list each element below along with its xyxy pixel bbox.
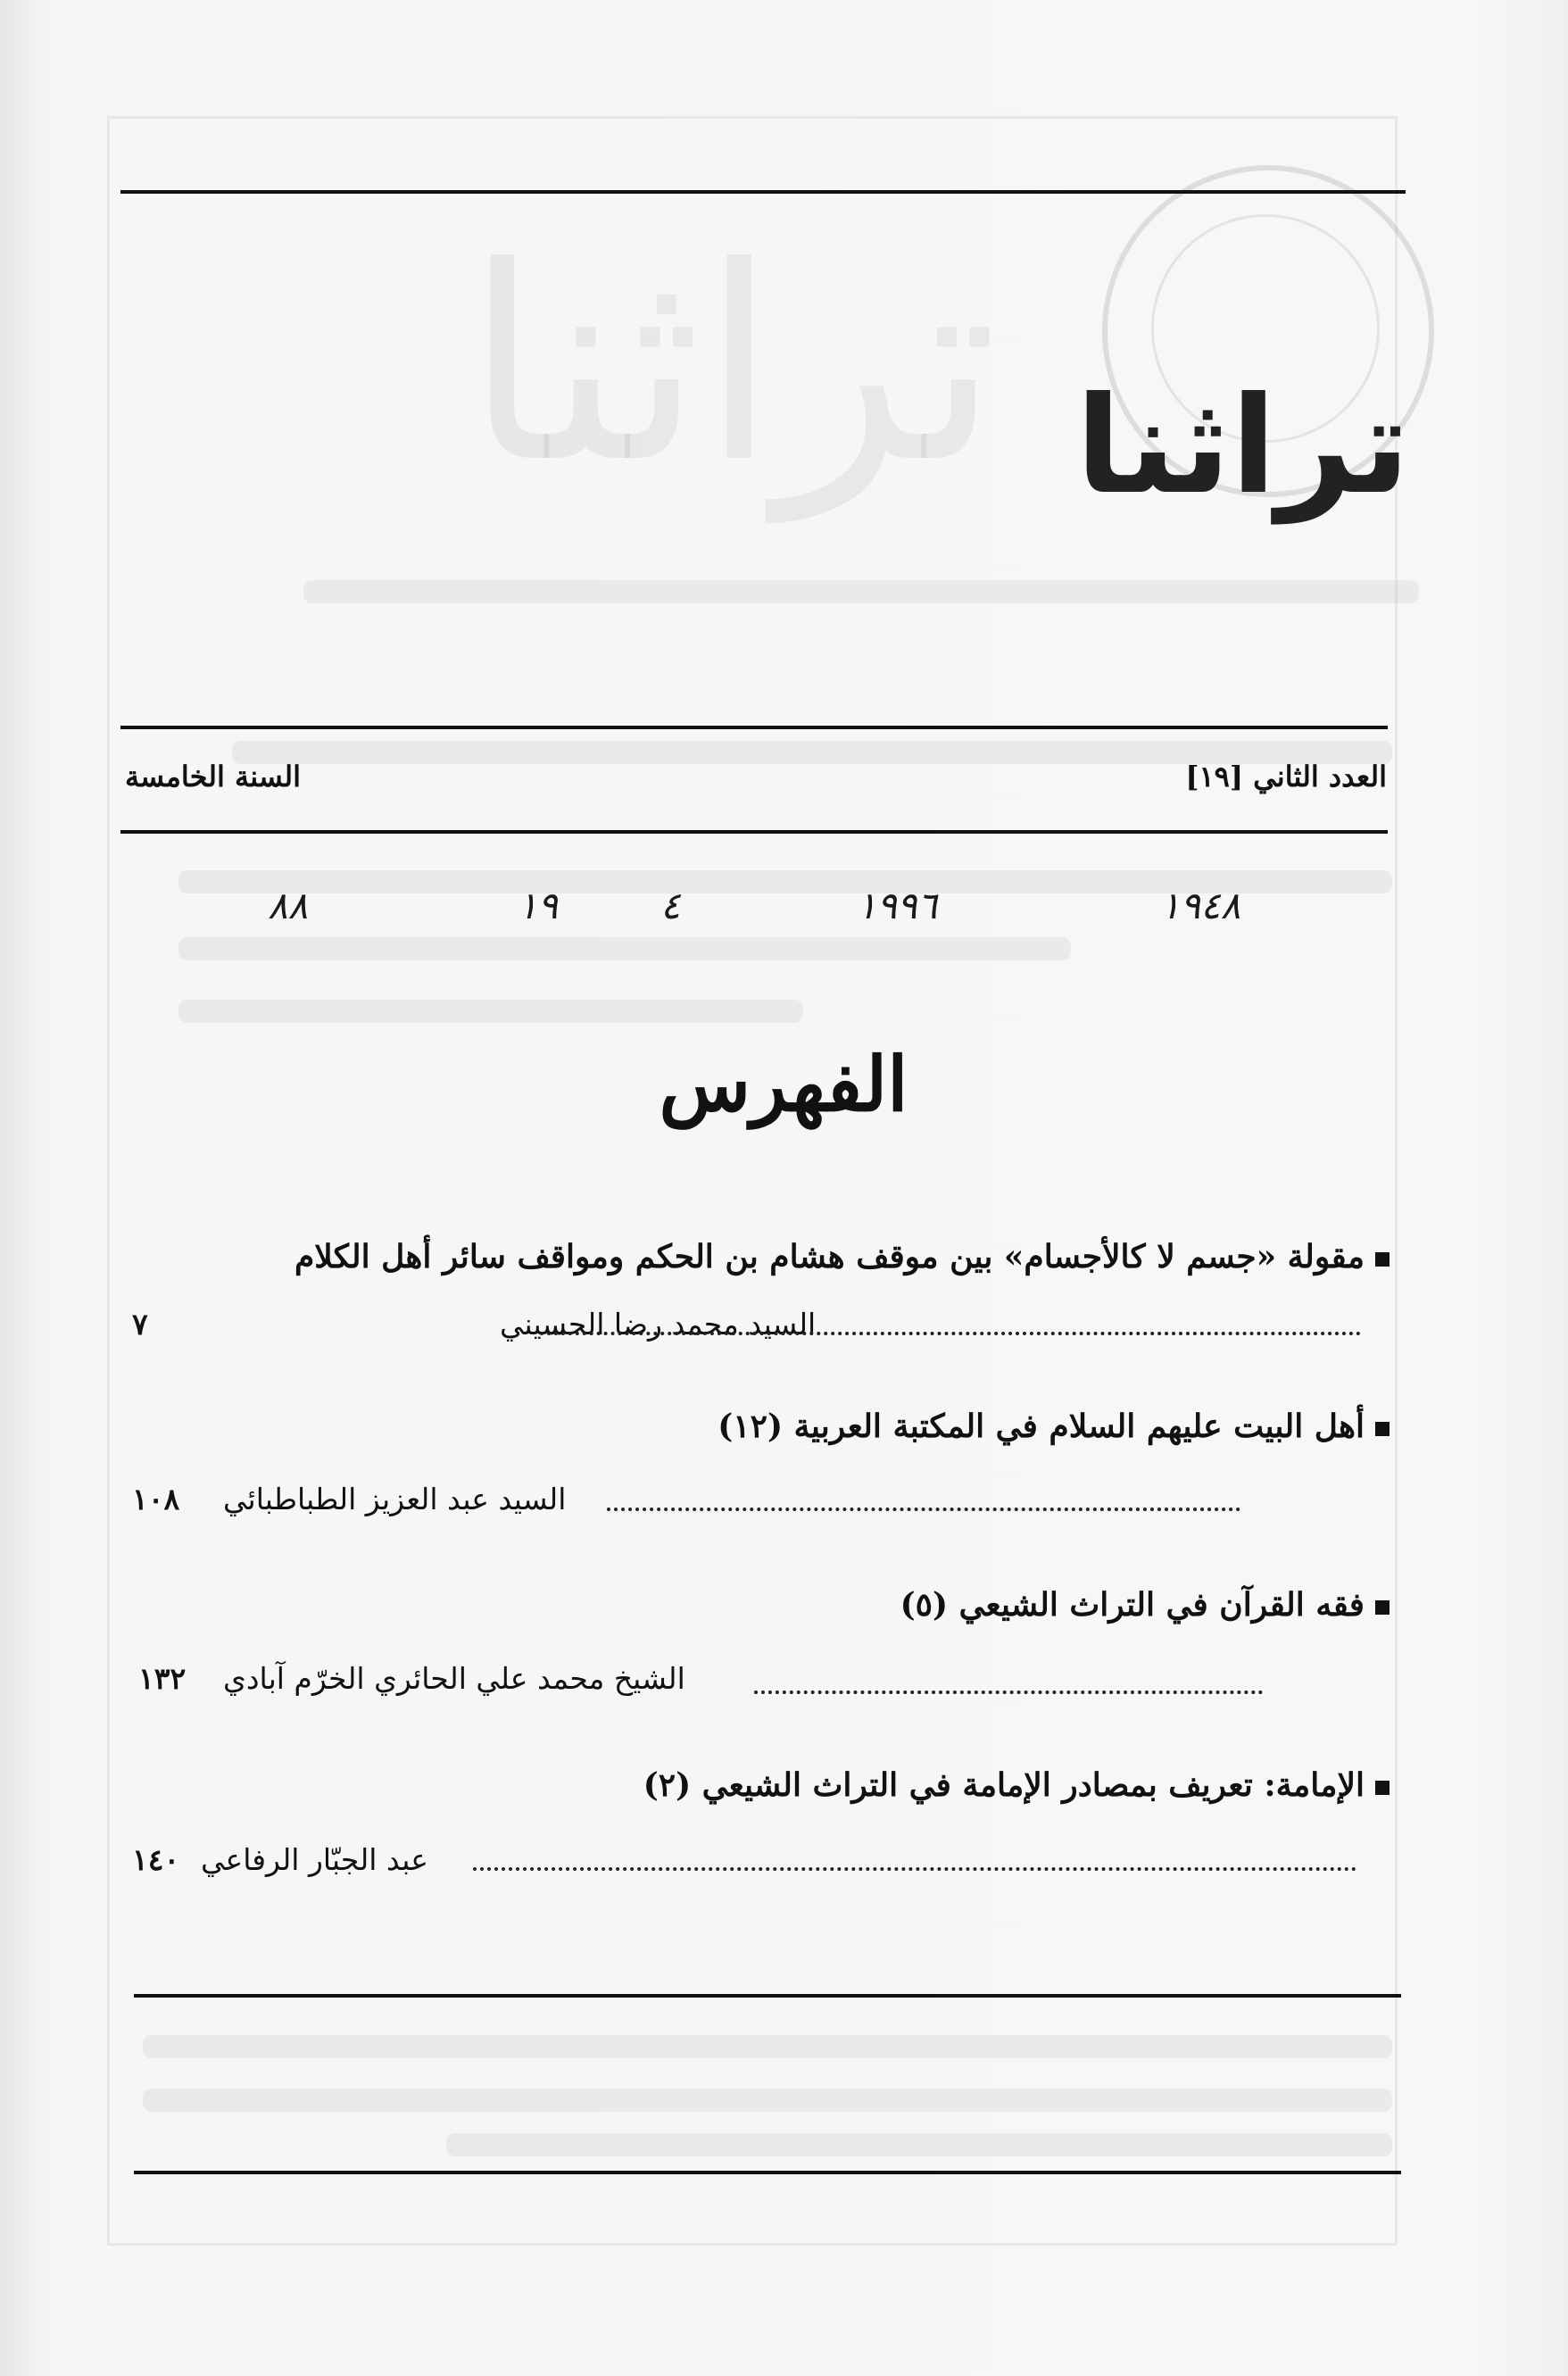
show-through-line bbox=[143, 2089, 1392, 2112]
magazine-masthead: تراثنا bbox=[1075, 369, 1410, 524]
toc-entry-author: عبد الجبّار الرفاعي bbox=[201, 1842, 428, 1877]
toc-entry-author: السيد عبد العزيز الطباطبائي bbox=[223, 1482, 567, 1516]
handwritten-note: ١٩ bbox=[518, 884, 559, 927]
bottom-rule-upper bbox=[134, 1994, 1401, 1998]
toc-heading: الفهرس bbox=[659, 1040, 908, 1128]
toc-entry-title bbox=[900, 1578, 1390, 1632]
toc-leader-dots bbox=[607, 1504, 1240, 1511]
toc-leader-dots bbox=[473, 1864, 1356, 1871]
show-through-line bbox=[178, 937, 1071, 960]
toc-entry-author: الشيخ محمد علي الحائري الخرّم آبادي bbox=[223, 1661, 685, 1696]
toc-leader-dots bbox=[754, 1687, 1263, 1694]
toc-entry-page: ١٤٠ bbox=[132, 1842, 180, 1877]
bullet-square-icon bbox=[1375, 1600, 1390, 1615]
top-rule bbox=[120, 190, 1406, 194]
toc-entry-page: ١٣٢ bbox=[138, 1661, 187, 1696]
toc-entry-page: ٧ bbox=[132, 1307, 148, 1342]
show-through-logo: تراثنا bbox=[465, 210, 999, 521]
toc-entry-page: ١٠٨ bbox=[132, 1482, 180, 1516]
bullet-square-icon bbox=[1375, 1422, 1390, 1436]
issue-bottom-rule bbox=[120, 830, 1388, 834]
handwritten-note: ٨٨ bbox=[268, 884, 309, 927]
show-through-line bbox=[303, 580, 1419, 603]
toc-entry-title-text: الإمامة: تعريف بمصادر الإمامة في التراث الشيعي (٢) bbox=[643, 1766, 1365, 1804]
show-through-line bbox=[446, 2133, 1392, 2156]
toc-entry-title bbox=[295, 1230, 1390, 1284]
toc-leader-dots bbox=[540, 1328, 1361, 1335]
handwritten-note: ١٩٤٨ bbox=[1160, 884, 1241, 927]
issue-top-rule bbox=[120, 726, 1388, 729]
issue-number: العدد الثاني [١٩] bbox=[1185, 760, 1387, 793]
show-through-line bbox=[178, 1000, 803, 1023]
toc-entry-title-text: فقه القرآن في التراث الشيعي (٥) bbox=[900, 1586, 1365, 1624]
toc-entry-title bbox=[718, 1400, 1390, 1453]
issue-year: السنة الخامسة bbox=[125, 760, 302, 793]
toc-entry-title bbox=[643, 1758, 1390, 1812]
bottom-rule-lower bbox=[134, 2171, 1401, 2174]
show-through-line bbox=[143, 2035, 1392, 2058]
bullet-square-icon bbox=[1375, 1252, 1390, 1267]
handwritten-note: ٤ bbox=[660, 884, 681, 927]
toc-entry-author: السيد محمد رضا الحسيني bbox=[500, 1307, 817, 1342]
toc-entry-title-text: مقولة «جسم لا كالأجسام» بين موقف هشام بن الحكم ومواقف سائر أهل الكلام bbox=[295, 1238, 1365, 1275]
handwritten-note: ١٩٩٦ bbox=[857, 884, 938, 927]
toc-entry-title-text: أهل البيت عليهم السلام في المكتبة العربية (١٢) bbox=[718, 1408, 1365, 1445]
bullet-square-icon bbox=[1375, 1781, 1390, 1795]
